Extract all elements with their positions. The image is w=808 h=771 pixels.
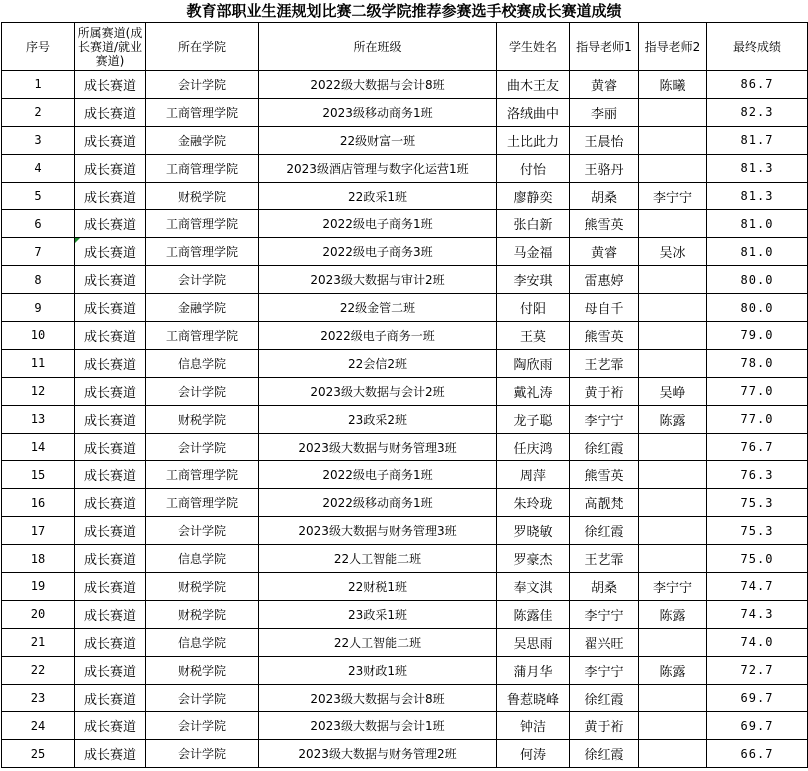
- cell-advisor2: [639, 684, 707, 712]
- cell-advisor2: 李宁宁: [639, 182, 707, 210]
- cell-class: 2023级大数据与财务管理3班: [259, 517, 497, 545]
- cell-college: 信息学院: [146, 628, 259, 656]
- cell-advisor1: 熊雪英: [570, 210, 639, 238]
- cell-advisor2: [639, 433, 707, 461]
- cell-advisor1: 熊雪英: [570, 322, 639, 350]
- cell-college: 金融学院: [146, 126, 259, 154]
- cell-student: 王莫: [497, 322, 570, 350]
- cell-score: 80.0: [707, 294, 808, 322]
- cell-track: 成长赛道: [75, 433, 146, 461]
- cell-student: 李安琪: [497, 266, 570, 294]
- cell-track: 成长赛道: [75, 517, 146, 545]
- table-row: [2, 489, 808, 517]
- cell-score: 81.7: [707, 126, 808, 154]
- header-track: 所属赛道(成长赛道/就业赛道): [75, 23, 146, 71]
- cell-advisor1: 徐红霞: [570, 684, 639, 712]
- cell-advisor2: [639, 294, 707, 322]
- cell-score: 81.3: [707, 154, 808, 182]
- cell-student: 吴思雨: [497, 628, 570, 656]
- table-row: [2, 684, 808, 712]
- cell-class: 2023级大数据与会计2班: [259, 377, 497, 405]
- cell-seq: 9: [2, 294, 75, 322]
- cell-class: 22人工智能二班: [259, 545, 497, 573]
- cell-advisor2: [639, 489, 707, 517]
- cell-score: 69.7: [707, 712, 808, 740]
- cell-college: 工商管理学院: [146, 461, 259, 489]
- cell-class: 2022级电子商务3班: [259, 238, 497, 266]
- cell-student: 土比此力: [497, 126, 570, 154]
- cell-score: 77.0: [707, 377, 808, 405]
- cell-track: 成长赛道: [75, 126, 146, 154]
- cell-advisor2: 陈曦: [639, 71, 707, 99]
- table-row: [2, 740, 808, 768]
- header-student: 学生姓名: [497, 23, 570, 71]
- cell-class: 2023级大数据与会计1班: [259, 712, 497, 740]
- table-row: [2, 322, 808, 350]
- table-row: [2, 71, 808, 99]
- cell-advisor2: [639, 712, 707, 740]
- table-row: [2, 656, 808, 684]
- cell-college: 财税学院: [146, 405, 259, 433]
- header-college: 所在学院: [146, 23, 259, 71]
- cell-score: 75.0: [707, 545, 808, 573]
- table-row: [2, 433, 808, 461]
- cell-seq: 16: [2, 489, 75, 517]
- cell-advisor2: [639, 210, 707, 238]
- cell-college: 财税学院: [146, 656, 259, 684]
- cell-seq: 6: [2, 210, 75, 238]
- cell-seq: 1: [2, 71, 75, 99]
- cell-track: 成长赛道: [75, 182, 146, 210]
- table-body: [2, 71, 808, 768]
- cell-advisor1: 徐红霞: [570, 433, 639, 461]
- cell-advisor2: [639, 349, 707, 377]
- cell-track: 成长赛道: [75, 266, 146, 294]
- cell-seq: 2: [2, 98, 75, 126]
- cell-advisor2: [639, 154, 707, 182]
- cell-student: 张白新: [497, 210, 570, 238]
- cell-student: 罗豪杰: [497, 545, 570, 573]
- cell-college: 工商管理学院: [146, 322, 259, 350]
- cell-advisor2: 陈露: [639, 405, 707, 433]
- cell-student: 蒲月华: [497, 656, 570, 684]
- cell-class: 2023级大数据与审计2班: [259, 266, 497, 294]
- table-row: [2, 628, 808, 656]
- cell-advisor1: 王骆丹: [570, 154, 639, 182]
- cell-track: 成长赛道: [75, 573, 146, 601]
- cell-advisor1: 李丽: [570, 98, 639, 126]
- table-row: [2, 266, 808, 294]
- cell-seq: 7: [2, 238, 75, 266]
- header-row: [2, 23, 808, 71]
- cell-class: 2022级电子商务1班: [259, 210, 497, 238]
- cell-seq: 14: [2, 433, 75, 461]
- cell-seq: 22: [2, 656, 75, 684]
- header-advisor2: 指导老师2: [639, 23, 707, 71]
- cell-seq: 21: [2, 628, 75, 656]
- cell-score: 81.3: [707, 182, 808, 210]
- cell-track: 成长赛道: [75, 377, 146, 405]
- cell-student: 钟洁: [497, 712, 570, 740]
- cell-seq: 24: [2, 712, 75, 740]
- cell-student: 陈露佳: [497, 600, 570, 628]
- cell-advisor1: 黄于裄: [570, 377, 639, 405]
- results-table: [1, 22, 808, 768]
- cell-class: 23政采1班: [259, 600, 497, 628]
- cell-class: 23财政1班: [259, 656, 497, 684]
- cell-score: 72.7: [707, 656, 808, 684]
- cell-track: 成长赛道: [75, 71, 146, 99]
- cell-student: 付阳: [497, 294, 570, 322]
- cell-advisor2: 李宁宁: [639, 573, 707, 601]
- cell-advisor2: 吴冰: [639, 238, 707, 266]
- cell-seq: 23: [2, 684, 75, 712]
- cell-student: 付怡: [497, 154, 570, 182]
- cell-score: 74.7: [707, 573, 808, 601]
- cell-track: 成长赛道: [75, 600, 146, 628]
- table-row: [2, 545, 808, 573]
- header-seq: 序号: [2, 23, 75, 71]
- cell-class: 2022级移动商务1班: [259, 489, 497, 517]
- table-row: [2, 461, 808, 489]
- cell-class: 2022级电子商务一班: [259, 322, 497, 350]
- cell-student: 马金福: [497, 238, 570, 266]
- cell-score: 75.3: [707, 517, 808, 545]
- table-row: [2, 573, 808, 601]
- cell-college: 工商管理学院: [146, 210, 259, 238]
- cell-college: 财税学院: [146, 573, 259, 601]
- cell-score: 76.3: [707, 461, 808, 489]
- cell-advisor1: 李宁宁: [570, 600, 639, 628]
- cell-advisor1: 王艺霏: [570, 349, 639, 377]
- cell-track: 成长赛道: [75, 349, 146, 377]
- cell-score: 77.0: [707, 405, 808, 433]
- cell-seq: 25: [2, 740, 75, 768]
- cell-college: 会计学院: [146, 684, 259, 712]
- cell-advisor1: 黄睿: [570, 238, 639, 266]
- cell-advisor2: [639, 98, 707, 126]
- cell-score: 74.0: [707, 628, 808, 656]
- cell-seq: 18: [2, 545, 75, 573]
- cell-class: 23政采2班: [259, 405, 497, 433]
- cell-seq: 20: [2, 600, 75, 628]
- cell-class: 2023级大数据与会计8班: [259, 684, 497, 712]
- cell-seq: 4: [2, 154, 75, 182]
- cell-college: 会计学院: [146, 266, 259, 294]
- cell-track: 成长赛道: [75, 238, 146, 266]
- cell-class: 2022级电子商务1班: [259, 461, 497, 489]
- cell-advisor2: [639, 740, 707, 768]
- cell-advisor1: 黄睿: [570, 71, 639, 99]
- cell-advisor1: 高靓梵: [570, 489, 639, 517]
- cell-college: 工商管理学院: [146, 238, 259, 266]
- cell-advisor1: 徐红霞: [570, 740, 639, 768]
- cell-seq: 10: [2, 322, 75, 350]
- cell-advisor2: [639, 517, 707, 545]
- cell-seq: 13: [2, 405, 75, 433]
- cell-college: 信息学院: [146, 349, 259, 377]
- cell-track: 成长赛道: [75, 98, 146, 126]
- cell-student: 周萍: [497, 461, 570, 489]
- cell-class: 22人工智能二班: [259, 628, 497, 656]
- cell-track: 成长赛道: [75, 712, 146, 740]
- cell-seq: 8: [2, 266, 75, 294]
- cell-college: 会计学院: [146, 377, 259, 405]
- cell-student: 洛绒曲中: [497, 98, 570, 126]
- cell-advisor1: 翟兴旺: [570, 628, 639, 656]
- cell-seq: 17: [2, 517, 75, 545]
- cell-student: 奉文淇: [497, 573, 570, 601]
- cell-track: 成长赛道: [75, 684, 146, 712]
- cell-student: 廖静奕: [497, 182, 570, 210]
- table-row: [2, 126, 808, 154]
- table-row: [2, 154, 808, 182]
- cell-advisor2: 陈露: [639, 600, 707, 628]
- cell-track: 成长赛道: [75, 294, 146, 322]
- cell-track: 成长赛道: [75, 154, 146, 182]
- cell-advisor2: [639, 126, 707, 154]
- cell-college: 会计学院: [146, 740, 259, 768]
- cell-college: 工商管理学院: [146, 489, 259, 517]
- cell-college: 信息学院: [146, 545, 259, 573]
- cell-seq: 11: [2, 349, 75, 377]
- cell-advisor2: [639, 545, 707, 573]
- cell-college: 会计学院: [146, 712, 259, 740]
- cell-score: 86.7: [707, 71, 808, 99]
- cell-score: 74.3: [707, 600, 808, 628]
- cell-class: 22会信2班: [259, 349, 497, 377]
- table-row: [2, 712, 808, 740]
- cell-advisor2: [639, 461, 707, 489]
- cell-track: 成长赛道: [75, 656, 146, 684]
- table-row: [2, 349, 808, 377]
- cell-college: 会计学院: [146, 433, 259, 461]
- cell-advisor1: 李宁宁: [570, 405, 639, 433]
- table-row: [2, 294, 808, 322]
- cell-student: 曲木王友: [497, 71, 570, 99]
- cell-student: 戴礼涛: [497, 377, 570, 405]
- header-class: 所在班级: [259, 23, 497, 71]
- header-score: 最终成绩: [707, 23, 808, 71]
- cell-score: 66.7: [707, 740, 808, 768]
- cell-seq: 12: [2, 377, 75, 405]
- cell-track: 成长赛道: [75, 405, 146, 433]
- cell-student: 何涛: [497, 740, 570, 768]
- cell-class: 2023级大数据与财务管理3班: [259, 433, 497, 461]
- cell-track: 成长赛道: [75, 628, 146, 656]
- cell-seq: 19: [2, 573, 75, 601]
- cell-advisor2: 吴峥: [639, 377, 707, 405]
- cell-advisor2: [639, 322, 707, 350]
- cell-student: 龙子聪: [497, 405, 570, 433]
- cell-student: 陶欣雨: [497, 349, 570, 377]
- cell-advisor1: 黄于裄: [570, 712, 639, 740]
- cell-advisor1: 母自千: [570, 294, 639, 322]
- cell-seq: 15: [2, 461, 75, 489]
- cell-student: 任庆鸿: [497, 433, 570, 461]
- cell-track: 成长赛道: [75, 461, 146, 489]
- table-row: [2, 600, 808, 628]
- cell-advisor2: [639, 266, 707, 294]
- cell-advisor2: 陈露: [639, 656, 707, 684]
- cell-score: 80.0: [707, 266, 808, 294]
- cell-score: 76.7: [707, 433, 808, 461]
- cell-college: 工商管理学院: [146, 98, 259, 126]
- header-advisor1: 指导老师1: [570, 23, 639, 71]
- cell-college: 金融学院: [146, 294, 259, 322]
- cell-score: 79.0: [707, 322, 808, 350]
- cell-track: 成长赛道: [75, 210, 146, 238]
- cell-track: 成长赛道: [75, 740, 146, 768]
- cell-college: 会计学院: [146, 517, 259, 545]
- cell-score: 78.0: [707, 349, 808, 377]
- table-row: [2, 377, 808, 405]
- cell-track: 成长赛道: [75, 489, 146, 517]
- cell-college: 财税学院: [146, 182, 259, 210]
- cell-advisor1: 李宁宁: [570, 656, 639, 684]
- table-row: [2, 238, 808, 266]
- page-title: 教育部职业生涯规划比赛二级学院推荐参赛选手校赛成长赛道成绩: [186, 2, 622, 20]
- cell-class: 22级金管二班: [259, 294, 497, 322]
- cell-track: 成长赛道: [75, 322, 146, 350]
- cell-advisor1: 徐红霞: [570, 517, 639, 545]
- cell-advisor1: 王晨怡: [570, 126, 639, 154]
- cell-score: 81.0: [707, 238, 808, 266]
- cell-class: 2023级大数据与财务管理2班: [259, 740, 497, 768]
- cell-advisor1: 熊雪英: [570, 461, 639, 489]
- cell-college: 工商管理学院: [146, 154, 259, 182]
- table-row: [2, 517, 808, 545]
- table-row: [2, 98, 808, 126]
- table-row: [2, 210, 808, 238]
- cell-seq: 5: [2, 182, 75, 210]
- cell-class: 2023级酒店管理与数字化运营1班: [259, 154, 497, 182]
- cell-student: 鲁惹晓峰: [497, 684, 570, 712]
- cell-seq: 3: [2, 126, 75, 154]
- cell-advisor1: 胡桑: [570, 182, 639, 210]
- cell-advisor2: [639, 628, 707, 656]
- cell-class: 22政采1班: [259, 182, 497, 210]
- cell-college: 会计学院: [146, 71, 259, 99]
- cell-class: 22级财富一班: [259, 126, 497, 154]
- cell-score: 69.7: [707, 684, 808, 712]
- cell-student: 朱玲珑: [497, 489, 570, 517]
- table-row: [2, 182, 808, 210]
- cell-advisor1: 王艺霏: [570, 545, 639, 573]
- cell-advisor1: 胡桑: [570, 573, 639, 601]
- cell-score: 75.3: [707, 489, 808, 517]
- cell-track: 成长赛道: [75, 545, 146, 573]
- cell-student: 罗晓敏: [497, 517, 570, 545]
- cell-college: 财税学院: [146, 600, 259, 628]
- cell-class: 2023级移动商务1班: [259, 98, 497, 126]
- cell-class: 22财税1班: [259, 573, 497, 601]
- cell-class: 2022级大数据与会计8班: [259, 71, 497, 99]
- cell-score: 81.0: [707, 210, 808, 238]
- table-row: [2, 405, 808, 433]
- cell-score: 82.3: [707, 98, 808, 126]
- cell-advisor1: 雷惠婷: [570, 266, 639, 294]
